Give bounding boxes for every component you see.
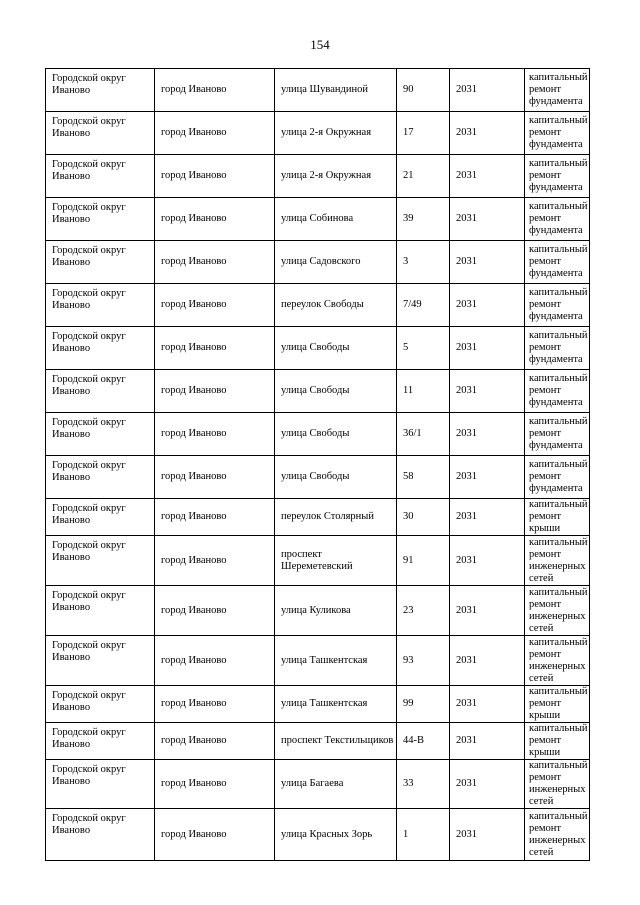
cell-street: проспект Шереметевский bbox=[275, 536, 397, 586]
cell-house: 93 bbox=[397, 636, 450, 686]
cell-settlement: город Иваново bbox=[155, 69, 275, 112]
cell-settlement: город Иваново bbox=[155, 456, 275, 499]
cell-house: 33 bbox=[397, 760, 450, 809]
cell-settlement: город Иваново bbox=[155, 760, 275, 809]
cell-settlement: город Иваново bbox=[155, 155, 275, 198]
cell-street: переулок Свободы bbox=[275, 284, 397, 327]
table-row bbox=[46, 536, 590, 586]
cell-settlement: город Иваново bbox=[155, 723, 275, 760]
cell-year: 2031 bbox=[450, 327, 525, 370]
cell-year: 2031 bbox=[450, 155, 525, 198]
cell-municipality: Городской округ Иваново bbox=[46, 499, 155, 536]
cell-municipality: Городской округ Иваново bbox=[46, 456, 155, 499]
table-row bbox=[46, 456, 590, 499]
table-row bbox=[46, 327, 590, 370]
cell-settlement: город Иваново bbox=[155, 284, 275, 327]
table-row bbox=[46, 241, 590, 284]
cell-work-type: капитальный ремонт фундамента bbox=[525, 112, 590, 155]
cell-work-type: капитальный ремонт фундамента bbox=[525, 241, 590, 284]
table-row bbox=[46, 636, 590, 686]
cell-street: проспект Текстильщиков bbox=[275, 723, 397, 760]
cell-municipality: Городской округ Иваново bbox=[46, 327, 155, 370]
cell-municipality: Городской округ Иваново bbox=[46, 723, 155, 760]
cell-municipality: Городской округ Иваново bbox=[46, 69, 155, 112]
cell-settlement: город Иваново bbox=[155, 241, 275, 284]
cell-street: улица Собинова bbox=[275, 198, 397, 241]
cell-municipality: Городской округ Иваново bbox=[46, 586, 155, 636]
cell-year: 2031 bbox=[450, 760, 525, 809]
cell-house: 3 bbox=[397, 241, 450, 284]
cell-municipality: Городской округ Иваново bbox=[46, 760, 155, 809]
cell-settlement: город Иваново bbox=[155, 686, 275, 723]
cell-work-type: капитальный ремонт инженерных сетей bbox=[525, 586, 590, 636]
cell-settlement: город Иваново bbox=[155, 198, 275, 241]
cell-settlement: город Иваново bbox=[155, 370, 275, 413]
cell-house: 7/49 bbox=[397, 284, 450, 327]
cell-house: 30 bbox=[397, 499, 450, 536]
table-row bbox=[46, 413, 590, 456]
cell-year: 2031 bbox=[450, 686, 525, 723]
cell-street: улица Багаева bbox=[275, 760, 397, 809]
cell-settlement: город Иваново bbox=[155, 112, 275, 155]
cell-street: улица 2-я Окружная bbox=[275, 112, 397, 155]
cell-street: улица Куликова bbox=[275, 586, 397, 636]
cell-year: 2031 bbox=[450, 69, 525, 112]
cell-year: 2031 bbox=[450, 723, 525, 760]
cell-work-type: капитальный ремонт инженерных сетей bbox=[525, 536, 590, 586]
cell-municipality: Городской округ Иваново bbox=[46, 112, 155, 155]
table-row bbox=[46, 499, 590, 536]
table-row bbox=[46, 112, 590, 155]
cell-house: 99 bbox=[397, 686, 450, 723]
cell-municipality: Городской округ Иваново bbox=[46, 155, 155, 198]
table-row bbox=[46, 198, 590, 241]
table-row bbox=[46, 370, 590, 413]
cell-house: 39 bbox=[397, 198, 450, 241]
cell-street: улица Свободы bbox=[275, 327, 397, 370]
cell-house: 21 bbox=[397, 155, 450, 198]
cell-municipality: Городской округ Иваново bbox=[46, 370, 155, 413]
cell-year: 2031 bbox=[450, 809, 525, 861]
repair-schedule-table bbox=[45, 68, 590, 861]
cell-street: улица Шувандиной bbox=[275, 69, 397, 112]
cell-municipality: Городской округ Иваново bbox=[46, 536, 155, 586]
cell-street: улица Свободы bbox=[275, 413, 397, 456]
cell-year: 2031 bbox=[450, 456, 525, 499]
table-row bbox=[46, 284, 590, 327]
cell-year: 2031 bbox=[450, 284, 525, 327]
cell-street: переулок Столярный bbox=[275, 499, 397, 536]
cell-municipality: Городской округ Иваново bbox=[46, 413, 155, 456]
cell-house: 44-В bbox=[397, 723, 450, 760]
table-row bbox=[46, 760, 590, 809]
cell-municipality: Городской округ Иваново bbox=[46, 198, 155, 241]
cell-municipality: Городской округ Иваново bbox=[46, 686, 155, 723]
table-row bbox=[46, 586, 590, 636]
cell-street: улица Красных Зорь bbox=[275, 809, 397, 861]
cell-municipality: Городской округ Иваново bbox=[46, 241, 155, 284]
cell-work-type: капитальный ремонт крыши bbox=[525, 723, 590, 760]
cell-settlement: город Иваново bbox=[155, 499, 275, 536]
cell-work-type: капитальный ремонт фундамента bbox=[525, 370, 590, 413]
cell-settlement: город Иваново bbox=[155, 636, 275, 686]
cell-settlement: город Иваново bbox=[155, 809, 275, 861]
cell-work-type: капитальный ремонт инженерных сетей bbox=[525, 760, 590, 809]
cell-work-type: капитальный ремонт фундамента bbox=[525, 155, 590, 198]
cell-street: улица Ташкентская bbox=[275, 636, 397, 686]
cell-house: 90 bbox=[397, 69, 450, 112]
cell-street: улица 2-я Окружная bbox=[275, 155, 397, 198]
cell-settlement: город Иваново bbox=[155, 536, 275, 586]
table-row bbox=[46, 809, 590, 861]
cell-work-type: капитальный ремонт фундамента bbox=[525, 69, 590, 112]
cell-settlement: город Иваново bbox=[155, 586, 275, 636]
cell-street: улица Свободы bbox=[275, 370, 397, 413]
cell-house: 23 bbox=[397, 586, 450, 636]
cell-street: улица Свободы bbox=[275, 456, 397, 499]
cell-settlement: город Иваново bbox=[155, 413, 275, 456]
cell-municipality: Городской округ Иваново bbox=[46, 284, 155, 327]
cell-year: 2031 bbox=[450, 198, 525, 241]
cell-house: 5 bbox=[397, 327, 450, 370]
cell-house: 17 bbox=[397, 112, 450, 155]
cell-settlement: город Иваново bbox=[155, 327, 275, 370]
cell-work-type: капитальный ремонт фундамента bbox=[525, 198, 590, 241]
cell-house: 91 bbox=[397, 536, 450, 586]
cell-house: 36/1 bbox=[397, 413, 450, 456]
table-row bbox=[46, 69, 590, 112]
cell-house: 1 bbox=[397, 809, 450, 861]
cell-work-type: капитальный ремонт фундамента bbox=[525, 413, 590, 456]
cell-work-type: капитальный ремонт фундамента bbox=[525, 327, 590, 370]
cell-work-type: капитальный ремонт крыши bbox=[525, 686, 590, 723]
cell-work-type: капитальный ремонт фундамента bbox=[525, 456, 590, 499]
cell-year: 2031 bbox=[450, 241, 525, 284]
cell-work-type: капитальный ремонт инженерных сетей bbox=[525, 809, 590, 861]
table-body bbox=[46, 69, 590, 861]
cell-municipality: Городской округ Иваново bbox=[46, 636, 155, 686]
table-row bbox=[46, 155, 590, 198]
cell-year: 2031 bbox=[450, 586, 525, 636]
cell-street: улица Ташкентская bbox=[275, 686, 397, 723]
cell-year: 2031 bbox=[450, 499, 525, 536]
table-row bbox=[46, 723, 590, 760]
cell-year: 2031 bbox=[450, 370, 525, 413]
cell-year: 2031 bbox=[450, 536, 525, 586]
cell-municipality: Городской округ Иваново bbox=[46, 809, 155, 861]
cell-house: 11 bbox=[397, 370, 450, 413]
cell-work-type: капитальный ремонт фундамента bbox=[525, 284, 590, 327]
cell-work-type: капитальный ремонт крыши bbox=[525, 499, 590, 536]
table-row bbox=[46, 686, 590, 723]
page-number: 154 bbox=[310, 37, 330, 52]
cell-work-type: капитальный ремонт инженерных сетей bbox=[525, 636, 590, 686]
cell-house: 58 bbox=[397, 456, 450, 499]
cell-year: 2031 bbox=[450, 636, 525, 686]
cell-street: улица Садовского bbox=[275, 241, 397, 284]
cell-year: 2031 bbox=[450, 413, 525, 456]
cell-year: 2031 bbox=[450, 112, 525, 155]
